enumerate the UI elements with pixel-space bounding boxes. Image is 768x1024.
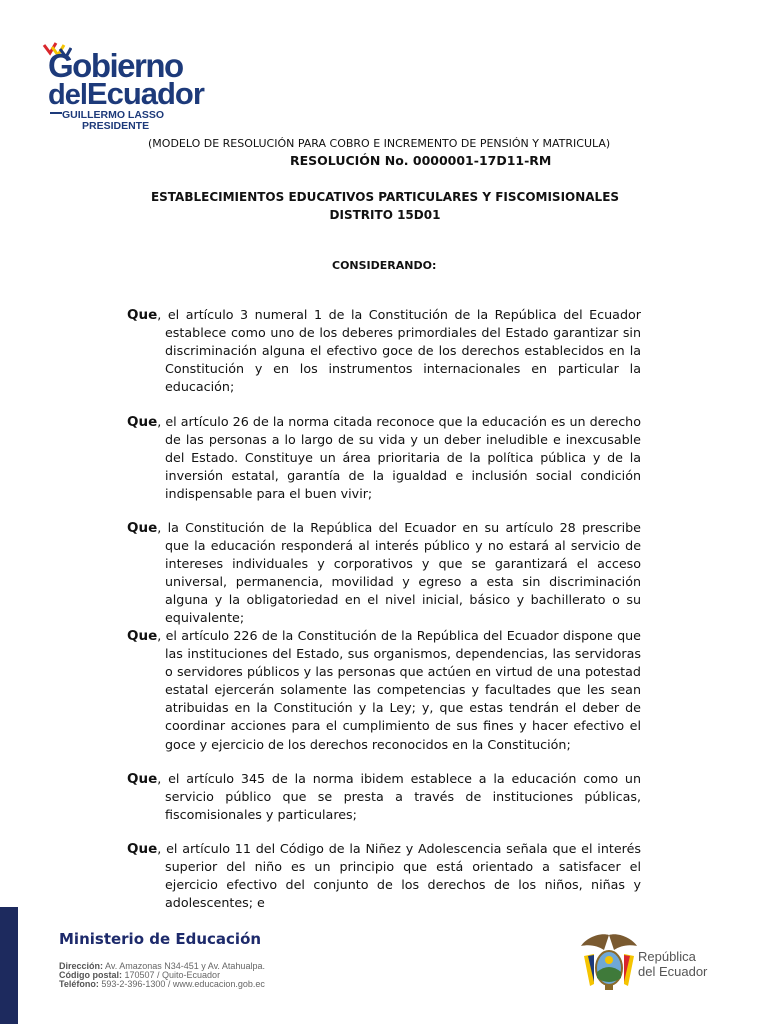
footer-side-bar	[0, 907, 18, 1024]
paragraph	[127, 627, 641, 754]
phone-line	[59, 980, 265, 989]
logo-gobierno: Gobierno	[48, 47, 183, 84]
paragraph	[127, 306, 641, 396]
paragraph-lead: Que	[127, 841, 158, 857]
footer-contact	[59, 962, 265, 989]
logo-ecuador: Ecuador	[86, 76, 204, 111]
gobierno-logo	[40, 40, 204, 132]
ministry-name: Ministerio de Educación	[59, 930, 262, 948]
logo-del: del	[48, 79, 87, 111]
establishments-title	[140, 188, 630, 224]
phone-label: Teléfono:	[59, 979, 99, 989]
address-label: Dirección:	[59, 961, 104, 971]
paragraph	[127, 413, 641, 503]
establishments-line-2: DISTRITO 15D01	[329, 208, 441, 222]
republic-text	[638, 949, 707, 979]
considering-heading: CONSIDERANDO:	[332, 259, 437, 272]
paragraph-lead: Que	[127, 307, 158, 323]
resolution-number: RESOLUCIÓN No. 0000001-17D11-RM	[290, 153, 552, 168]
logo-divider	[50, 112, 62, 114]
republic-line-1: República	[638, 949, 696, 964]
postal-label: Código postal:	[59, 970, 122, 980]
address-value: Av. Amazonas N34-451 y Av. Atahualpa.	[103, 961, 265, 971]
coat-of-arms-icon	[580, 932, 638, 992]
paragraph-text: , la Constitución de la República del Ecuador en su artículo 28 prescribe que la educación responderá al interés público y no estará al servicio de intereses individuales y corporativos y que se garantizará el acceso universal, permanencia, movilidad y egreso a esta sin discriminación alguna y la obligatoriedad en el nivel inicial, básico y bachillerato o su equivalente;	[157, 520, 641, 626]
republic-emblem	[580, 932, 730, 992]
paragraph-text: , el artículo 26 de la norma citada reconoce que la educación es un derecho de las personas a lo largo de su vida y un deber ineludible e inexcusable del Estado. Constituye un área prioritaria de la política pública y de la inversión estatal, garantía de la igualdad e inclusión social condición indispensable para el buen vivir;	[157, 414, 641, 502]
establishments-line-1: ESTABLECIMIENTOS EDUCATIVOS PARTICULARES Y FISCOMISIONALES	[150, 190, 620, 204]
model-note: (MODELO DE RESOLUCIÓN PARA COBRO E INCREMENTO DE PENSIÓN Y MATRICULA)	[148, 137, 611, 150]
paragraph	[127, 840, 641, 912]
logo-del-ecuador	[48, 78, 204, 111]
logo-president-name: GUILLERMO LASSO	[62, 109, 165, 121]
postal-value: 170507 / Quito-Ecuador	[122, 970, 221, 980]
republic-line-2: del Ecuador	[638, 964, 708, 979]
paragraph-text: , el artículo 226 de la Constitución de la República del Ecuador dispone que las instituciones del Estado, sus organismos, dependencias, las servidoras o servidores públicos y las personas que actúen en virtud de una potestad estatal ejercerán solamente las competencias y facultades que les sean atribuidas en la Constitución y la Ley; y, que estas tendrán el deber de coordinar acciones para el cumplimiento de sus fines y hacer efectivo el goce y ejercicio de los derechos reconocidos en la Constitución;	[157, 628, 641, 752]
paragraph-lead: Que	[127, 520, 158, 536]
paragraph	[127, 770, 641, 824]
paragraph-text: , el artículo 11 del Código de la Niñez y Adolescencia señala que el interés superior del niño es un principio que está orientado a satisfacer el ejercicio efectivo del conjunto de los derechos de los niños, niñas y adolescentes; e	[157, 841, 641, 911]
phone-value: 593-2-396-1300 / www.educacion.gob.ec	[98, 979, 265, 989]
paragraph-lead: Que	[127, 771, 158, 787]
paragraph-lead: Que	[127, 628, 158, 644]
paragraph-text: , el artículo 3 numeral 1 de la Constitución de la República del Ecuador establece como uno de los deberes primordiales del Estado garantizar sin discriminación alguna el efectivo goce de los derechos establecidos en la Constitución y en los instrumentos internacionales en particular la educación;	[157, 307, 641, 395]
paragraph-lead: Que	[127, 414, 158, 430]
logo-president-title: PRESIDENTE	[82, 120, 150, 132]
paragraph	[127, 519, 641, 628]
paragraph-text: , el artículo 345 de la norma ibidem establece a la educación como un servicio público que se presta a través de instituciones públicas, fiscomisionales y particulares;	[157, 771, 641, 823]
